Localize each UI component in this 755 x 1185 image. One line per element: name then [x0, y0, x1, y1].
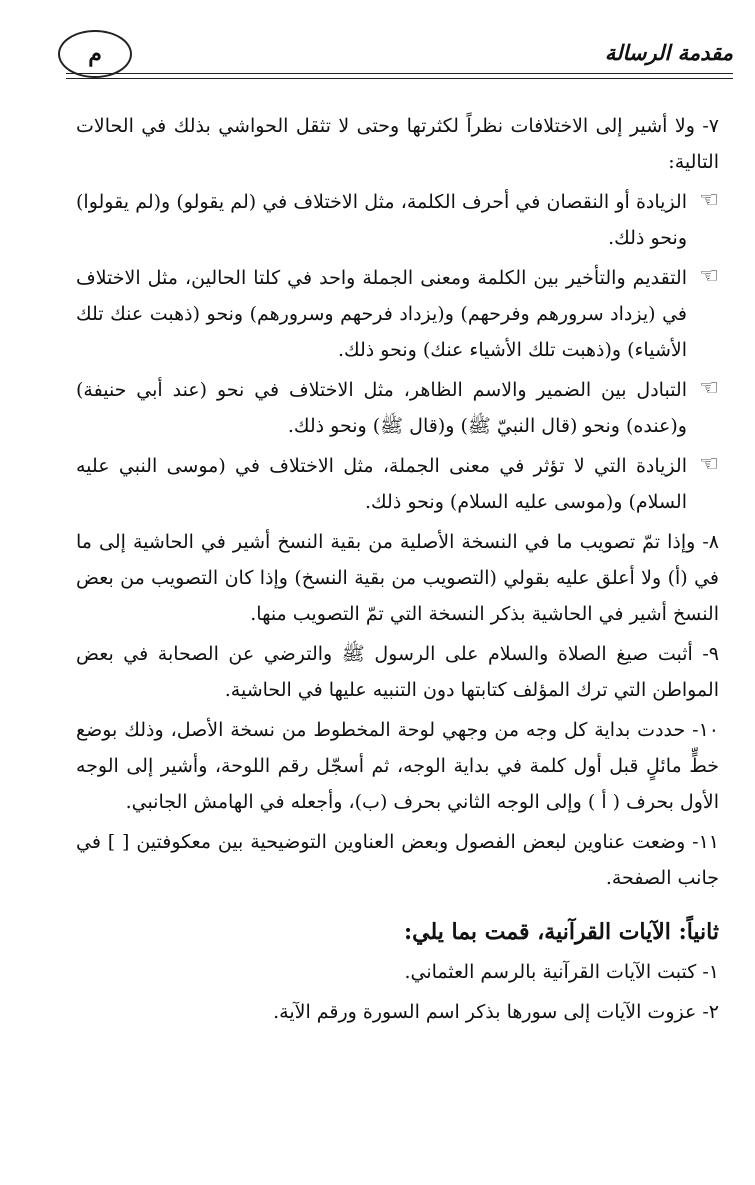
hand-pointer-icon: ☜ [699, 264, 719, 289]
item-10: ١٠- حددت بداية كل وجه من وجهي لوحة المخطوط من نسخة الأصل، وذلك بوضع خطٍّ مائلٍ قبل أول كلمة في بداية الوجه، ثم أسجّل رقم اللوحة، وأشير إلى الوجه الأول بحرف ( أ ) وإلى الوجه الثاني بحرف (ب)، وأجعله في الهامش الجانبي. [76, 719, 719, 813]
sub-item-3 [76, 372, 719, 444]
page-number: م [58, 30, 132, 78]
sub-item-text: الزيادة التي لا تؤثر في معنى الجملة، مثل الاختلاف في (موسى النبي عليه السلام) و(موسى عليه السلام) ونحو ذلك. [76, 455, 687, 513]
header-title: مقدمة الرسالة [604, 40, 733, 65]
item-8: ٨- وإذا تمّ تصويب ما في النسخة الأصلية من بقية النسخ أشير في الحاشية إلى ما في (أ) ولا أعلق عليه بقولي (التصويب من بقية النسخ) وإذا كان التصويب من بعض النسخ أشير في الحاشية بذكر النسخة التي تمّ التصويب منها. [76, 531, 719, 625]
sub-item-4 [76, 448, 719, 520]
section2-item-1: ١- كتبت الآيات القرآنية بالرسم العثماني. [404, 961, 719, 983]
sub-item-text: الزيادة أو النقصان في أحرف الكلمة، مثل الاختلاف في (لم يقولو) و(لم يقولوا) ونحو ذلك. [76, 191, 687, 249]
hand-pointer-icon: ☜ [699, 452, 719, 477]
page-body [76, 108, 719, 1034]
hand-pointer-icon: ☜ [699, 376, 719, 401]
item-11: ١١- وضعت عناوين لبعض الفصول وبعض العناوين التوضيحية بين معكوفتين [ ] في جانب الصفحة. [76, 831, 719, 889]
item-9: ٩- أثبت صيغ الصلاة والسلام على الرسول ﷺ والترضي عن الصحابة في بعض المواطن التي ترك المؤلف كتابتها دون التنبيه عليها في الحاشية. [76, 643, 719, 701]
sub-item-1 [76, 184, 719, 256]
sub-item-text: التبادل بين الضمير والاسم الظاهر، مثل الاختلاف في نحو (عند أبي حنيفة) و(عنده) ونحو (قال النبيّ ﷺ) و(قال ﷺ) ونحو ذلك. [76, 379, 687, 437]
hand-pointer-icon: ☜ [699, 188, 719, 213]
sub-item-2 [76, 260, 719, 368]
sub-item-text: التقديم والتأخير بين الكلمة ومعنى الجملة واحد في كلتا الحالين، مثل الاختلاف في (يزداد سرورهم وفرحهم) و(يزداد فرحهم وسرورهم) ونحو (ذهبت عنك تلك الأشياء) و(ذهبت تلك الأشياء عنك) ونحو ذلك. [76, 267, 687, 361]
section-heading: ثانياً: الآيات القرآنية، قمت بما يلي: [403, 919, 719, 945]
item-7: ٧- ولا أشير إلى الاختلافات نظراً لكثرتها وحتى لا تثقل الحواشي بذلك في الحالات التالية: [76, 115, 719, 173]
header-rule-thin [66, 78, 733, 79]
section2-item-2: ٢- عزوت الآيات إلى سورها بذكر اسم السورة ورقم الآية. [273, 1001, 719, 1023]
header-rule [66, 73, 733, 74]
